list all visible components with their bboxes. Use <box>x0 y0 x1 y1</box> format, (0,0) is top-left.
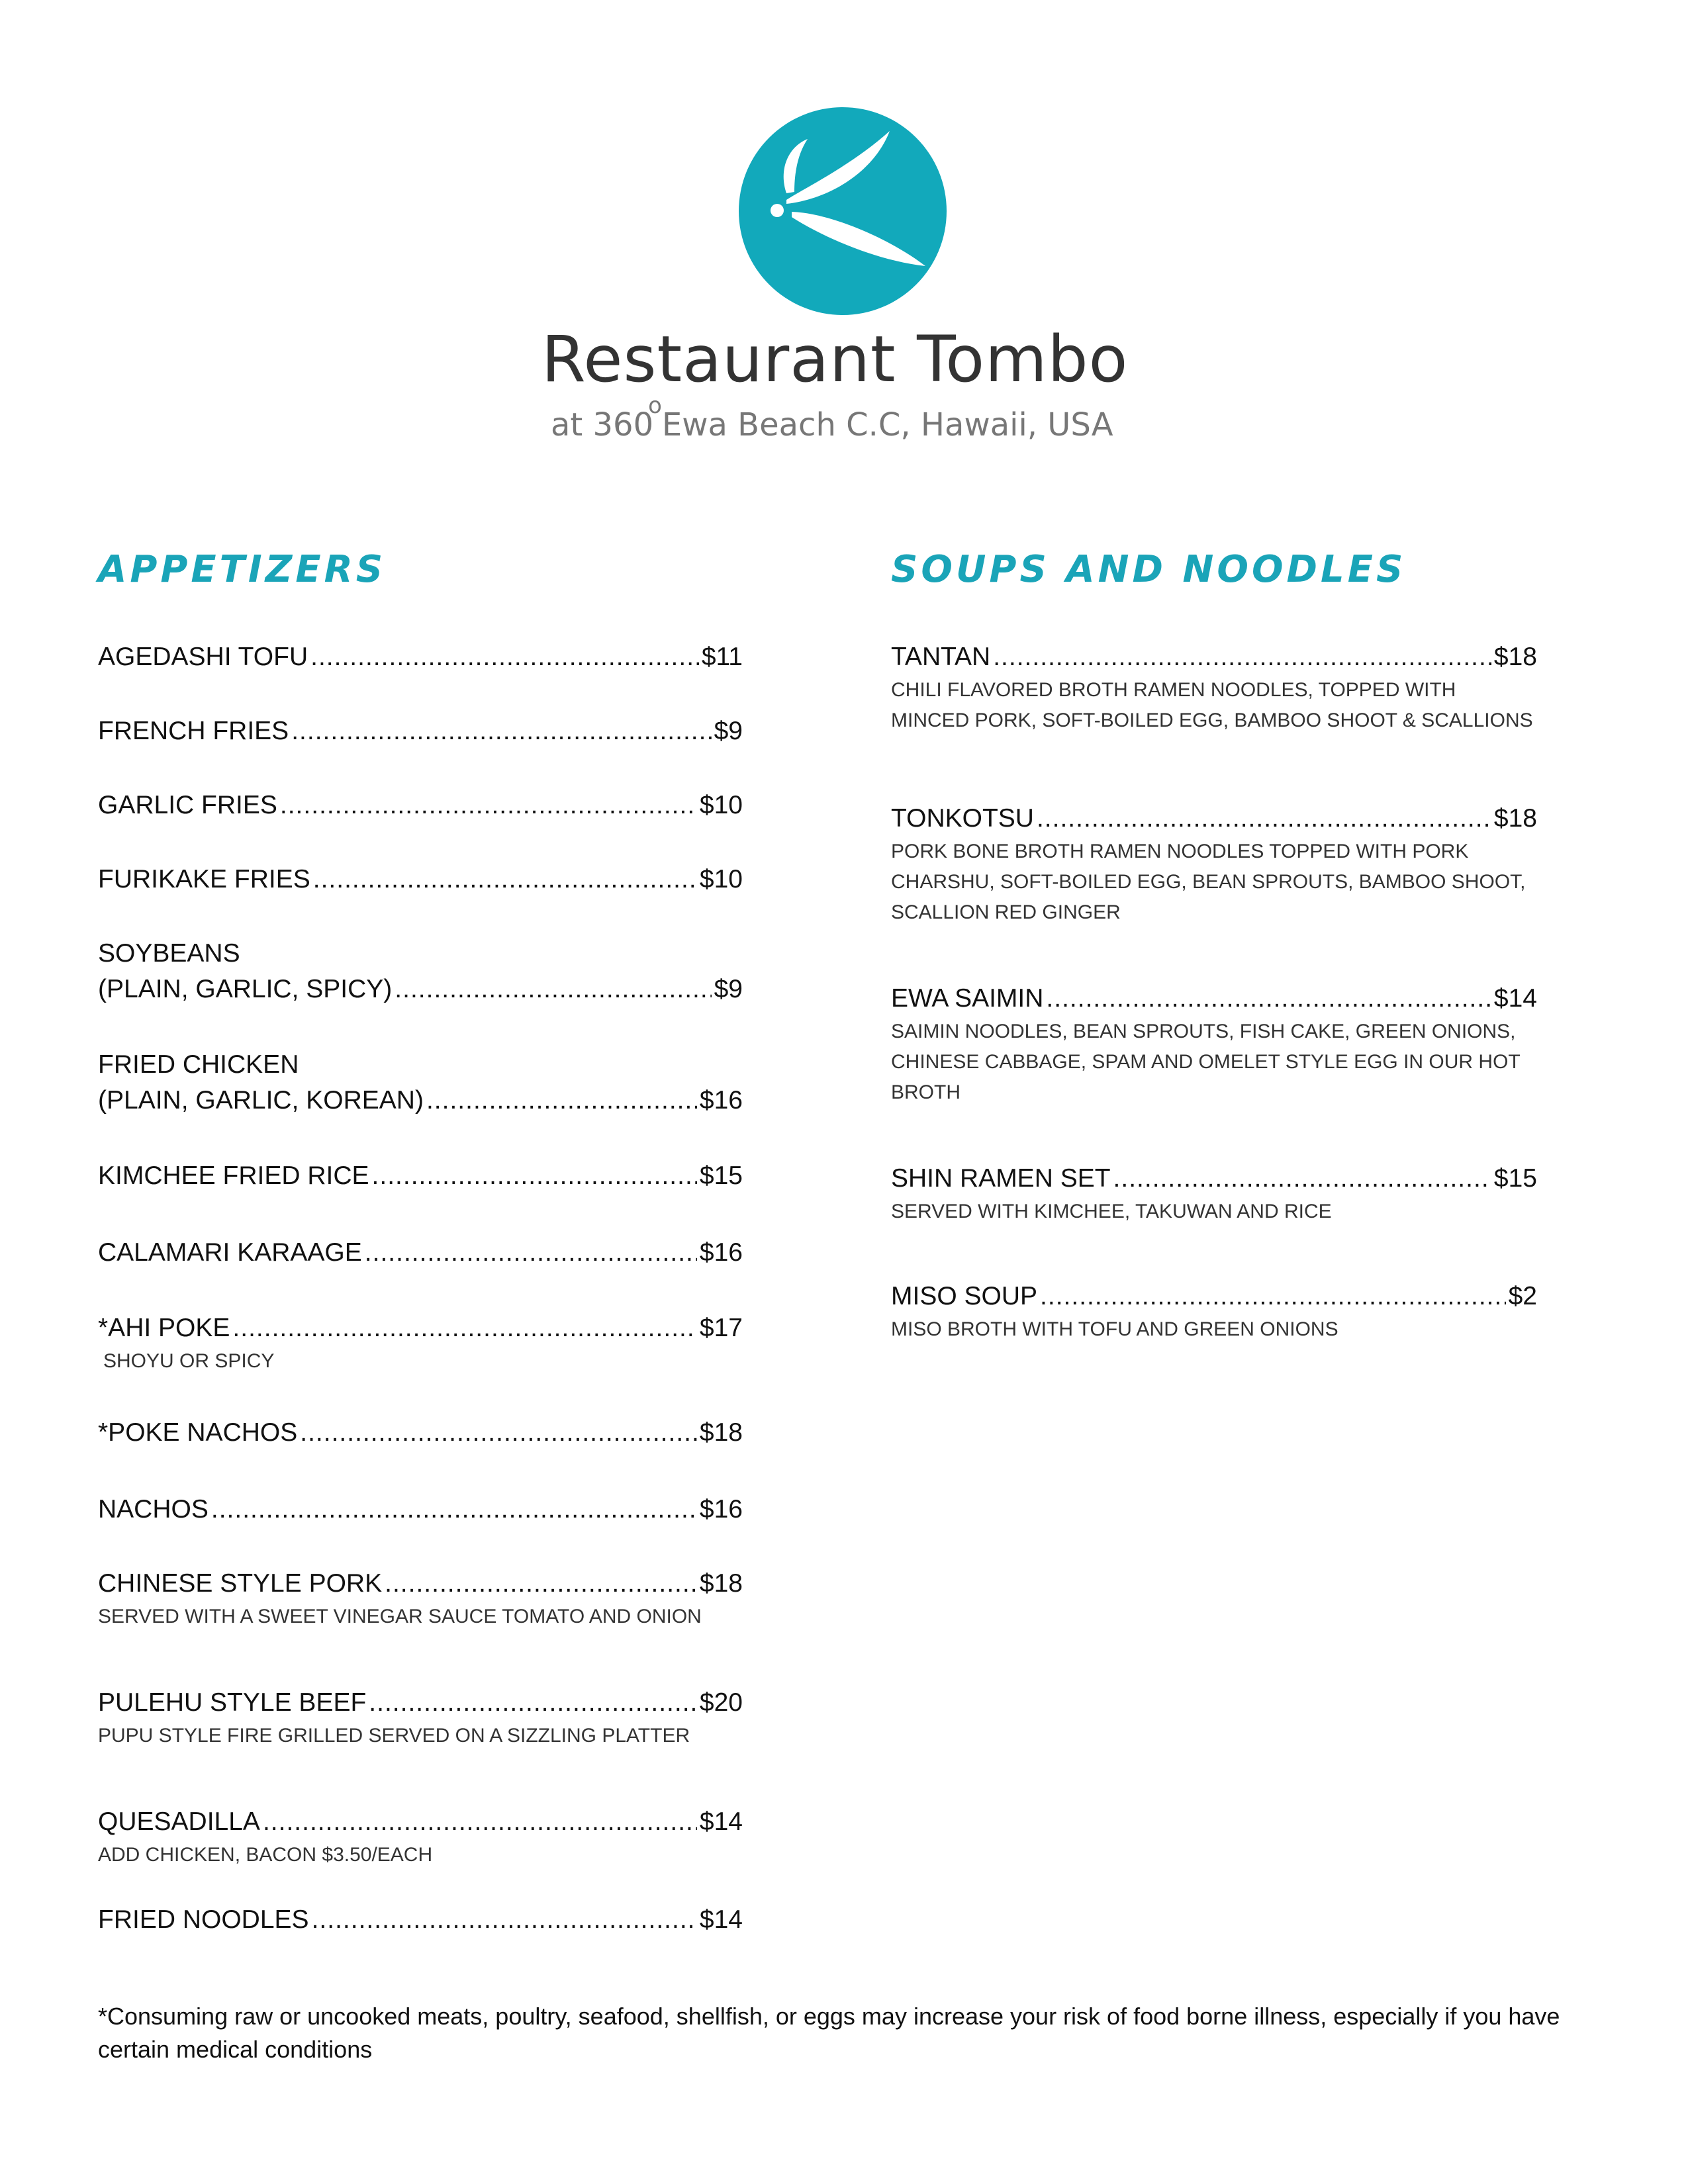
menu-item <box>98 937 743 1006</box>
item-name: *AHI POKE <box>98 1314 230 1342</box>
item-price: $18 <box>699 1418 743 1447</box>
item-description: MISO BROTH WITH TOFU AND GREEN ONIONS <box>891 1318 1338 1340</box>
item-price: $16 <box>699 1238 743 1267</box>
menu-item <box>98 1903 743 1936</box>
dot-leader <box>369 1686 697 1719</box>
item-price: $16 <box>699 1086 743 1115</box>
dot-leader <box>313 863 697 896</box>
menu-item <box>98 1493 743 1526</box>
item-price: $18 <box>1493 804 1537 833</box>
dot-leader <box>426 1084 697 1117</box>
menu-item <box>98 1686 743 1751</box>
item-name: FRENCH FRIES <box>98 717 289 745</box>
location-prefix: at 360 <box>551 406 654 443</box>
item-price: $10 <box>699 791 743 819</box>
item-price: $18 <box>699 1569 743 1598</box>
item-name: *POKE NACHOS <box>98 1418 298 1447</box>
item-price: $15 <box>1493 1164 1537 1193</box>
item-name: CALAMARI KARAAGE <box>98 1238 362 1267</box>
item-price: $10 <box>699 865 743 893</box>
item-description: SERVED WITH KIMCHEE, TAKUWAN AND RICE <box>891 1201 1332 1222</box>
item-name-line1: SOYBEANS <box>98 939 240 968</box>
item-price: $17 <box>699 1314 743 1342</box>
degree-mark: o <box>648 392 662 419</box>
item-price: $14 <box>699 1905 743 1934</box>
item-name: QUESADILLA <box>98 1807 260 1836</box>
dot-leader <box>1113 1162 1491 1195</box>
menu-item <box>98 1805 743 1870</box>
restaurant-name: Restaurant Tombo <box>541 322 1129 396</box>
item-description: SERVED WITH A SWEET VINEGAR SAUCE TOMATO AND ONION <box>98 1606 702 1627</box>
appetizers-heading: APPETIZERS <box>98 548 387 591</box>
item-name: PULEHU STYLE BEEF <box>98 1688 367 1717</box>
item-price: $18 <box>1493 643 1537 671</box>
menu-item <box>98 1312 743 1377</box>
menu-item <box>98 1236 743 1269</box>
item-price: $9 <box>714 717 743 745</box>
item-name: TONKOTSU <box>891 804 1034 833</box>
item-name: SHIN RAMEN SET <box>891 1164 1111 1193</box>
restaurant-location <box>551 392 1147 448</box>
menu-item <box>98 641 743 674</box>
menu-item <box>891 802 1537 928</box>
dot-leader <box>291 715 711 748</box>
dot-leader <box>310 641 699 674</box>
item-name: (PLAIN, GARLIC, KOREAN) <box>98 1086 424 1115</box>
item-description: CHILI FLAVORED BROTH RAMEN NOODLES, TOPPED WITH MINCED PORK, SOFT-BOILED EGG, BAMBOO SHOOT & SCALLIONS <box>891 679 1533 731</box>
item-price: $14 <box>1493 984 1537 1013</box>
item-price: $14 <box>699 1807 743 1836</box>
dot-leader <box>1046 982 1491 1015</box>
dot-leader <box>232 1312 697 1345</box>
dot-leader <box>1037 802 1491 835</box>
dot-leader <box>280 789 697 822</box>
menu-item <box>98 1416 743 1449</box>
item-name-line1: FRIED CHICKEN <box>98 1050 299 1079</box>
dragonfly-logo-icon <box>739 107 947 315</box>
item-name: GARLIC FRIES <box>98 791 277 819</box>
menu-item <box>891 641 1537 736</box>
menu-item <box>98 715 743 748</box>
item-description: PORK BONE BROTH RAMEN NOODLES TOPPED WITH PORK CHARSHU, SOFT-BOILED EGG, BEAN SPROUTS, BAMBOO SHOOT, SCALLION RED GINGER <box>891 841 1526 923</box>
dot-leader <box>372 1160 697 1193</box>
dot-leader <box>365 1236 697 1269</box>
item-price: $16 <box>699 1495 743 1524</box>
item-price: $15 <box>699 1161 743 1190</box>
item-price: $2 <box>1508 1282 1537 1310</box>
item-description: PUPU STYLE FIRE GRILLED SERVED ON A SIZZLING PLATTER <box>98 1725 690 1747</box>
menu-item <box>891 982 1537 1108</box>
item-name: NACHOS <box>98 1495 209 1524</box>
dot-leader <box>385 1567 697 1600</box>
soups-noodles-heading: SOUPS AND NOODLES <box>891 548 1407 591</box>
dot-leader <box>263 1805 697 1839</box>
raw-food-disclaimer: *Consuming raw or uncooked meats, poultry, seafood, shellfish, or eggs may increase your risk of food borne illness, especially if you have certain medical conditions <box>98 2003 1560 2063</box>
menu-item <box>891 1280 1537 1345</box>
item-name: EWA SAIMIN <box>891 984 1044 1013</box>
item-name: CHINESE STYLE PORK <box>98 1569 383 1598</box>
dot-leader <box>993 641 1491 674</box>
location-suffix: Ewa Beach C.C, Hawaii, USA <box>661 406 1113 443</box>
item-description: ADD CHICKEN, BACON $3.50/EACH <box>98 1844 433 1866</box>
item-description: SAIMIN NOODLES, BEAN SPROUTS, FISH CAKE, GREEN ONIONS, CHINESE CABBAGE, SPAM AND OMELET STYLE EGG IN OUR HOT BROTH <box>891 1021 1521 1103</box>
dot-leader <box>395 973 711 1006</box>
item-price: $11 <box>701 643 743 671</box>
item-name: FRIED NOODLES <box>98 1905 309 1934</box>
item-price: $9 <box>714 975 743 1003</box>
dot-leader <box>300 1416 697 1449</box>
dot-leader <box>211 1493 697 1526</box>
menu-item <box>98 863 743 896</box>
item-price: $20 <box>699 1688 743 1717</box>
dot-leader <box>1040 1280 1506 1313</box>
menu-item <box>98 1567 743 1632</box>
menu-item <box>98 1160 743 1193</box>
menu-item <box>891 1162 1537 1227</box>
item-name: TANTAN <box>891 643 991 671</box>
item-name: AGEDASHI TOFU <box>98 643 308 671</box>
menu-item <box>98 1048 743 1117</box>
item-name: MISO SOUP <box>891 1282 1038 1310</box>
dot-leader <box>312 1903 697 1936</box>
item-name: KIMCHEE FRIED RICE <box>98 1161 369 1190</box>
menu-item <box>98 789 743 822</box>
item-name: FURIKAKE FRIES <box>98 865 310 893</box>
item-name: (PLAIN, GARLIC, SPICY) <box>98 975 393 1003</box>
item-description: SHOYU OR SPICY <box>103 1350 275 1372</box>
